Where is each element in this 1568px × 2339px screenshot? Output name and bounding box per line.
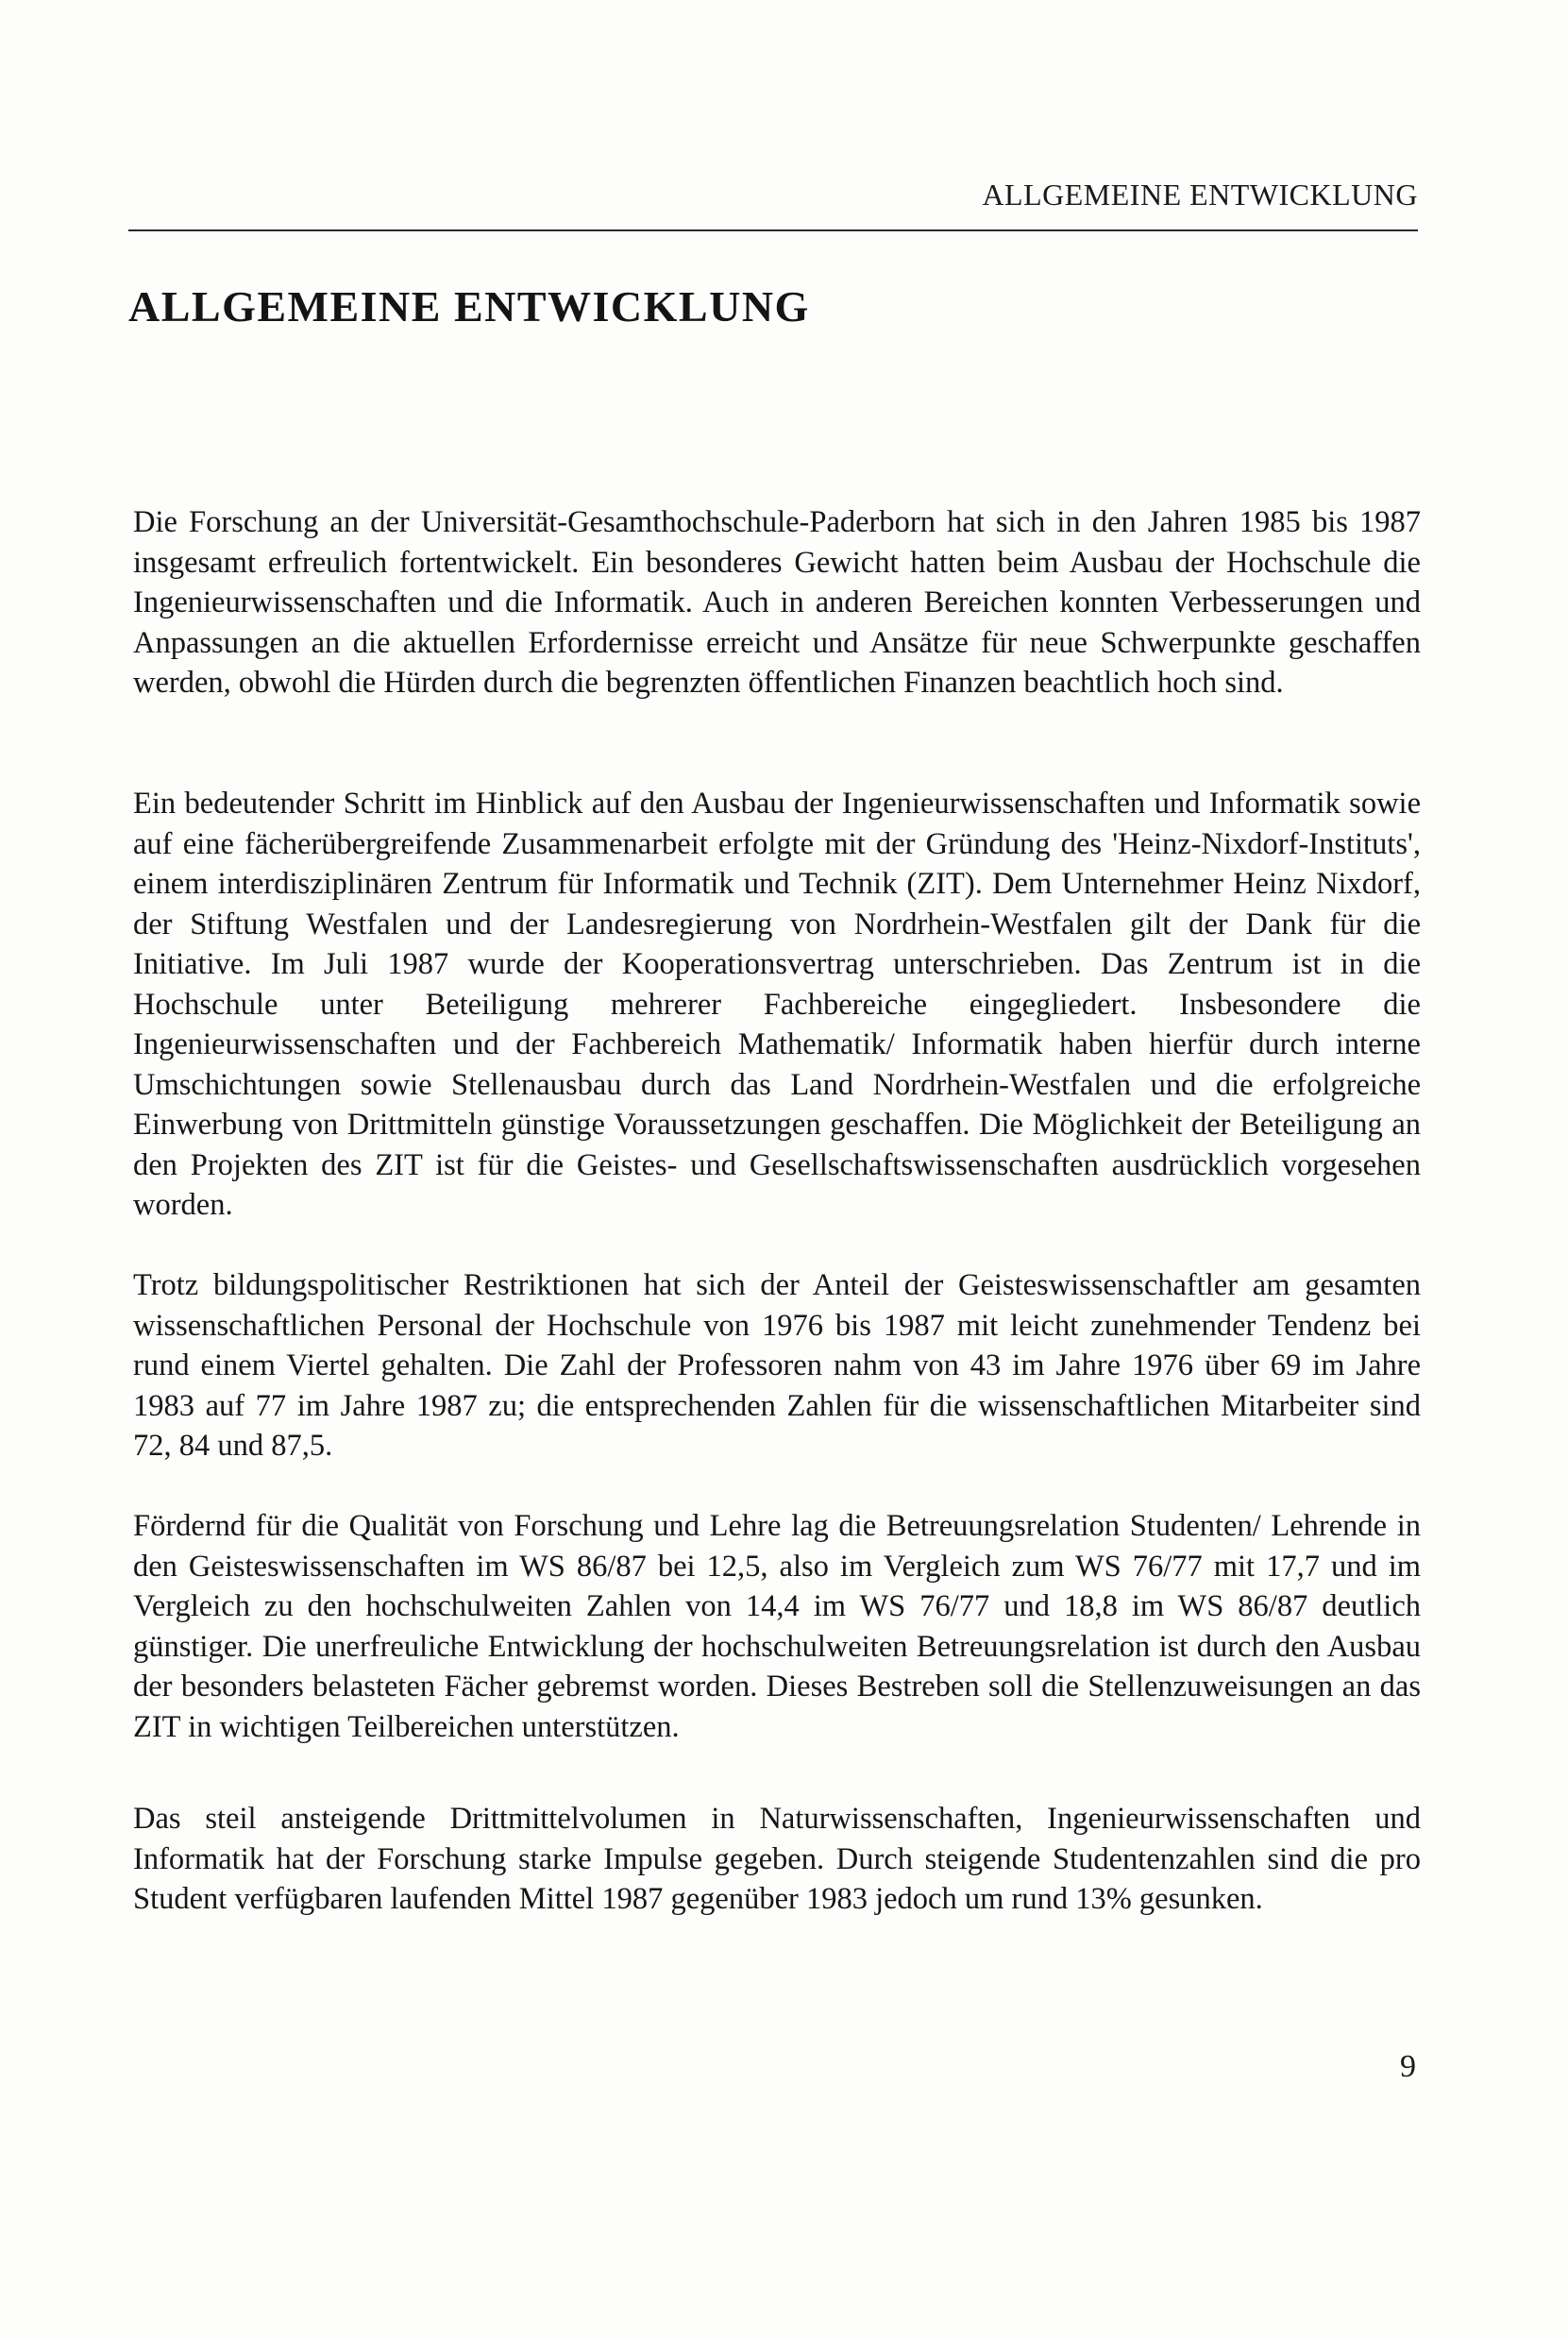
paragraph-staff-statistics: Trotz bildungspolitischer Restriktionen hat sich der Anteil der Geisteswissenschaftler am gesamten wissenschaftlichen Personal der Hochschule von 1976 bis 1987 mit leicht zunehmender Tendenz bei rund einem Viertel gehalten. Die Zahl der Professoren nahm von 43 im Jahre 1976 über 69 im Jahre 1983 auf 77 im Jahre 1987 zu; die entsprechenden Zahlen für die wissenschaftlichen Mitarbeiter sind 72, 84 und 87,5. [133,1268,1421,1463]
running-header: ALLGEMEINE ENTWICKLUNG [982,178,1418,212]
paragraph-nixdorf-institute: Ein bedeutender Schritt im Hinblick auf den Ausbau der Ingenieurwissenschaften und Informatik sowie auf eine fächerübergreifende Zusammenarbeit erfolgte mit der Gründung des 'Heinz-Nixdorf-Instituts', einem interdisziplinären Zentrum für Informatik und Technik (ZIT). Dem Unternehmer Heinz Nixdorf, der Stiftung Westfalen und der Landesregierung von Nordrhein-Westfalen gilt der Dank für die Initiative. Im Juli 1987 wurde der Kooperationsvertrag unterschrieben. Das Zentrum ist in die Hochschule unter Beteiligung mehrerer Fachbereiche eingegliedert. Insbesondere die Ingenieurwissenschaften und der Fachbereich Mathematik/ Informatik haben hierfür durch interne Umschichtungen sowie Stellenausbau durch das Land Nordrhein-Westfalen und die erfolgreiche Einwerbung von Drittmitteln günstige Voraussetzungen geschaffen. Die Möglichkeit der Beteiligung an den Projekten des ZIT ist für die Geistes- und Gesellschaftswissenschaften ausdrücklich vorgesehen worden. [133,787,1421,1222]
paragraph-research-development: Die Forschung an der Universität-Gesamthochschule-Paderborn hat sich in den Jahren 1985 bis 1987 insgesamt erfreulich fortentwickelt. Ein besonderes Gewicht hatten beim Ausbau der Hochschule die Ingenieurwissenschaften und die Informatik. Auch in anderen Bereichen konnten Verbesserungen und Anpassungen an die aktuellen Erfordernisse erreicht und Ansätze für neue Schwerpunkte geschaffen werden, obwohl die Hürden durch die begrenzten öffentlichen Finanzen beachtlich hoch sind. [133,505,1421,700]
chapter-title: ALLGEMEINE ENTWICKLUNG [128,282,810,331]
header-rule [128,229,1418,231]
page-number: 9 [1400,2049,1416,2084]
paragraph-supervision-ratio: Fördernd für die Qualität von Forschung und Lehre lag die Betreuungsrelation Studenten/ Lehrende in den Geisteswissenschaften im WS 86/87 bei 12,5, also im Vergleich zum WS 76/77 mit 17,7 und im Vergleich zu den hochschulweiten Zahlen von 14,4 im WS 76/77 und 18,8 im WS 86/87 deutlich günstiger. Die unerfreuliche Entwicklung der hochschulweiten Betreuungsrelation ist durch den Ausbau der besonders belasteten Fächer gebremst worden. Dieses Bestreben soll die Stellenzuweisungen an das ZIT in wichtigen Teilbereichen unterstützen. [133,1509,1421,1744]
paragraph-third-party-funding: Das steil ansteigende Drittmittelvolumen in Naturwissenschaften, Ingenieurwissenschaften und Informatik hat der Forschung starke Impulse gegeben. Durch steigende Studentenzahlen sind die pro Student verfügbaren laufenden Mittel 1987 gegenüber 1983 jedoch um rund 13% gesunken. [133,1802,1421,1916]
